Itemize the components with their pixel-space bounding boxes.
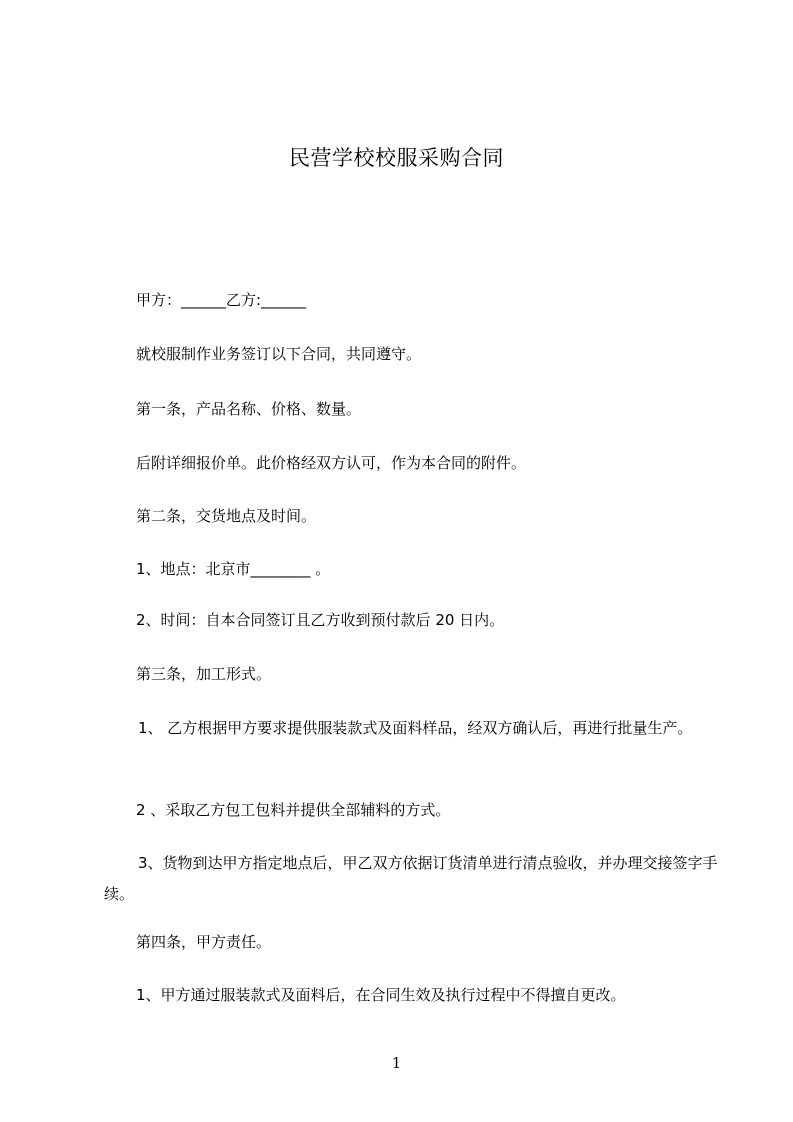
page-number: 1 bbox=[391, 1054, 402, 1072]
paragraph-processing-2: 2 、采取乙方包工包料并提供全部辅料的方式。 bbox=[136, 801, 451, 819]
article-3-heading: 第三条，加工形式。 bbox=[136, 665, 272, 683]
paragraph-party-a-duty-1: 1、甲方通过服装款式及面料后，在合同生效及执行过程中不得擅自更改。 bbox=[136, 986, 626, 1004]
article-2-heading: 第二条，交货地点及时间。 bbox=[136, 507, 317, 525]
paragraph-location: 1、地点：北京市________ 。 bbox=[136, 560, 331, 578]
article-1-heading: 第一条，产品名称、价格、数量。 bbox=[136, 400, 362, 418]
paragraph-processing-1: 1、 乙方根据甲方要求提供服装款式及面料样品，经双方确认后，再进行批量生产。 bbox=[138, 719, 693, 737]
party-line: 甲方：______乙方:______ bbox=[136, 291, 307, 309]
document-title: 民营学校校服采购合同 bbox=[289, 146, 504, 170]
paragraph-time: 2、时间：自本合同签订且乙方收到预付款后 20 日内。 bbox=[136, 611, 505, 629]
paragraph-processing-3: 3、货物到达甲方指定地点后，甲乙双方依据订货清单进行清点验收，并办理交接签字手续。 bbox=[104, 854, 718, 903]
paragraph-intro: 就校服制作业务签订以下合同，共同遵守。 bbox=[136, 345, 422, 363]
article-4-heading: 第四条，甲方责任。 bbox=[136, 933, 272, 951]
paragraph-price: 后附详细报价单。此价格经双方认可，作为本合同的附件。 bbox=[136, 454, 527, 472]
